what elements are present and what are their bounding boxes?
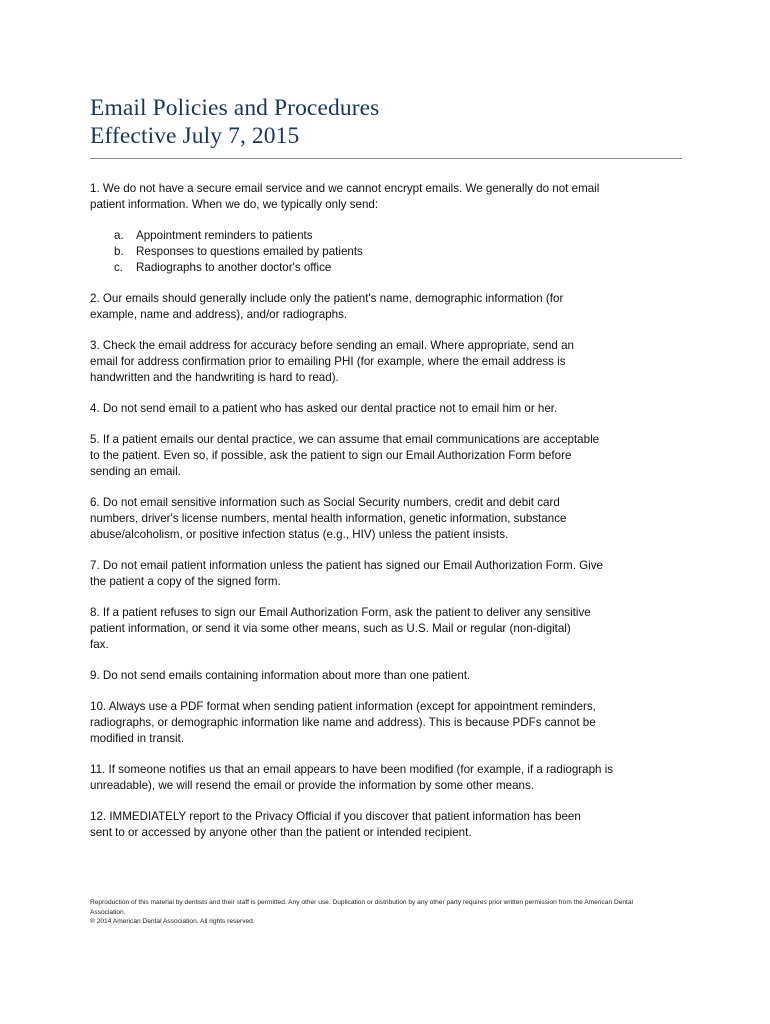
text-line: 3. Check the email address for accuracy before sending an email. Where appropriate, send an	[90, 339, 574, 352]
policy-item-1	[90, 181, 650, 213]
text-line: 2. Our emails should generally include only the patient's name, demographic information (for	[90, 292, 564, 305]
text-line: 7. Do not email patient information unless the patient has signed our Email Authorization Form. Give	[90, 559, 603, 572]
policy-item-9	[90, 668, 650, 684]
text-line: 9. Do not send emails containing information about more than one patient.	[90, 669, 471, 682]
text-line: patient information. When we do, we typically only send:	[90, 198, 379, 211]
footer-line: Association.	[90, 908, 126, 916]
document-title	[90, 94, 682, 150]
footer-line: Reproduction of this material by dentists and their staff is permitted. Any other use. Duplication or distribution by any other party requires prior written permission from the American Dental	[90, 899, 634, 906]
policy-item-6	[90, 495, 650, 543]
policy-item-12	[90, 809, 650, 841]
text-line: example, name and address), and/or radiographs.	[90, 308, 348, 321]
text-line: radiographs, or demographic information like name and address). This is because PDFs cannot be	[90, 716, 596, 729]
list-item-text: Appointment reminders to patients	[136, 229, 313, 242]
list-item	[90, 228, 650, 244]
text-line: 8. If a patient refuses to sign our Email Authorization Form, ask the patient to deliver any sensitive	[90, 606, 591, 619]
policy-item-11	[90, 762, 650, 794]
title-line-2: Effective July 7, 2015	[90, 123, 300, 149]
text-line: sending an email.	[90, 465, 181, 478]
footer-line: ® 2014 American Dental Association. All rights reserved.	[90, 918, 255, 925]
text-line: unreadable), we will resend the email or provide the information by some other means.	[90, 779, 535, 792]
text-line: handwritten and the handwriting is hard to read).	[90, 371, 339, 384]
policy-item-7	[90, 558, 650, 590]
text-line: 6. Do not email sensitive information such as Social Security numbers, credit and debit card	[90, 496, 560, 509]
text-line: numbers, driver's license numbers, mental health information, genetic information, substance	[90, 512, 567, 525]
text-line: email for address confirmation prior to emailing PHI (for example, where the email address is	[90, 355, 566, 368]
text-line: modified in transit.	[90, 732, 185, 745]
title-divider	[90, 158, 682, 159]
text-line: fax.	[90, 638, 109, 651]
text-line: to the patient. Even so, if possible, ask the patient to sign our Email Authorization Form before	[90, 449, 572, 462]
text-line: 11. If someone notifies us that an email appears to have been modified (for example, if a radiograph is	[90, 763, 614, 776]
text-line: 12. IMMEDIATELY report to the Privacy Official if you discover that patient information has been	[90, 810, 581, 823]
list-marker: b.	[114, 245, 124, 258]
text-line: 1. We do not have a secure email service and we cannot encrypt emails. We generally do not email	[90, 182, 600, 195]
title-line-1: Email Policies and Procedures	[90, 95, 380, 121]
text-line: the patient a copy of the signed form.	[90, 575, 281, 588]
policy-item-10	[90, 699, 650, 747]
text-line: 10. Always use a PDF format when sending patient information (except for appointment reminders,	[90, 700, 596, 713]
policy-item-3	[90, 338, 650, 386]
policy-item-2	[90, 291, 650, 323]
copyright-footer	[90, 898, 690, 927]
text-line: 5. If a patient emails our dental practice, we can assume that email communications are acceptable	[90, 433, 600, 446]
list-item-text: Radiographs to another doctor's office	[136, 261, 332, 274]
list-item-text: Responses to questions emailed by patients	[136, 245, 363, 258]
list-item	[90, 260, 650, 276]
list-marker: c.	[114, 261, 124, 274]
send-types-list	[90, 228, 650, 276]
text-line: 4. Do not send email to a patient who has asked our dental practice not to email him or her.	[90, 402, 558, 415]
list-marker: a.	[114, 229, 124, 242]
text-line: abuse/alcoholism, or positive infection status (e.g., HIV) unless the patient insists.	[90, 528, 509, 541]
policy-item-8	[90, 605, 650, 653]
text-line: patient information, or send it via some other means, such as U.S. Mail or regular (non-digital)	[90, 622, 571, 635]
policy-list	[90, 181, 650, 856]
policy-item-5	[90, 432, 650, 480]
text-line: sent to or accessed by anyone other than the patient or intended recipient.	[90, 826, 472, 839]
policy-item-4	[90, 401, 650, 417]
list-item	[90, 244, 650, 260]
